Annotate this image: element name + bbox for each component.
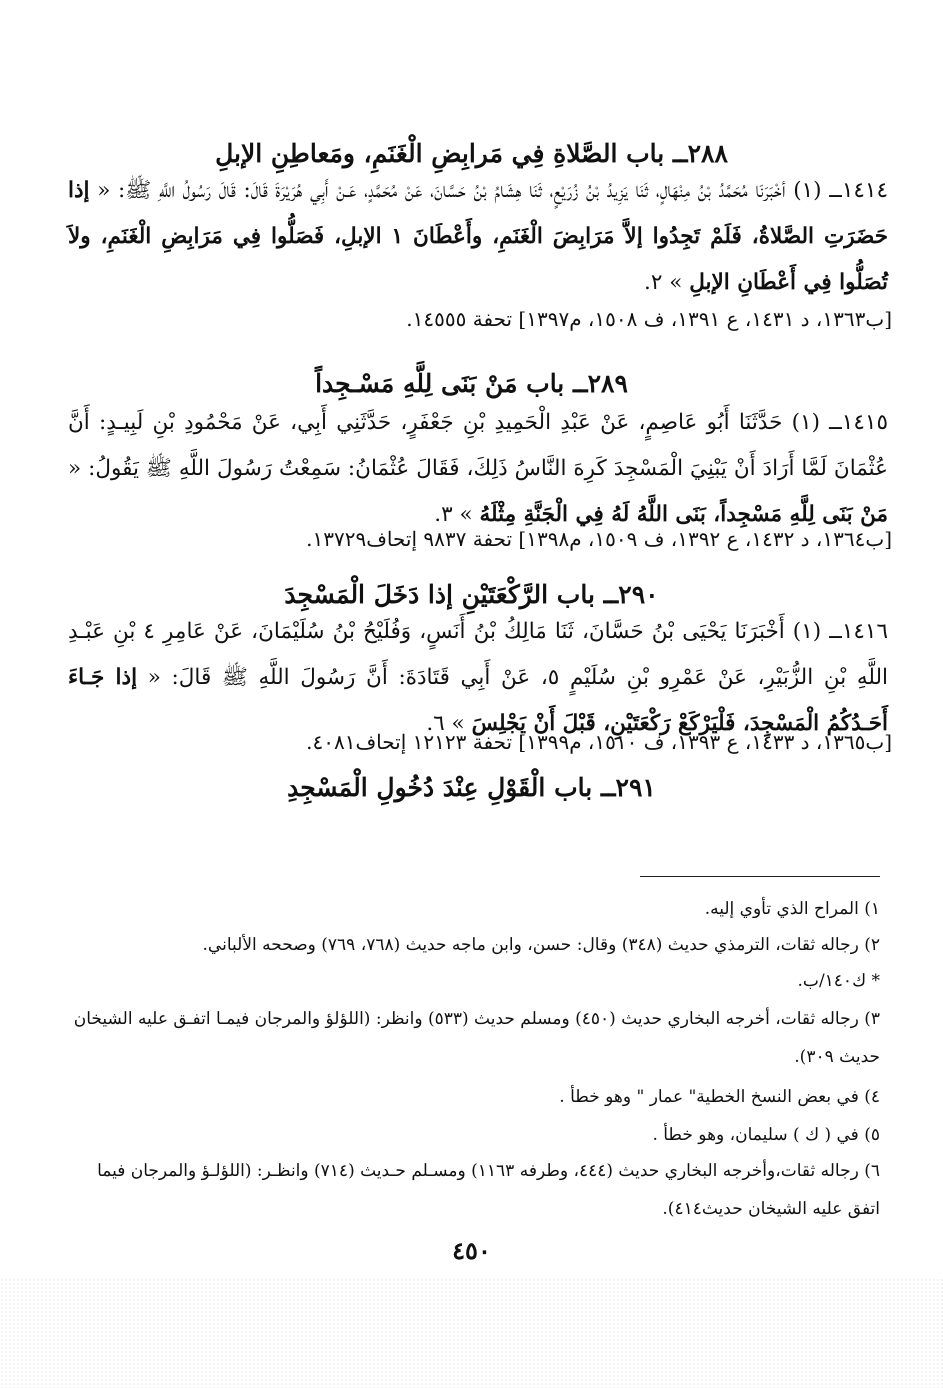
hadith-1414-isnad: ١٤١٤ــ (١) أخْبَرَنَا مُحَمَّدُ بْنُ مِنْهَالٍ، ثَنَا يَزِيدُ بْنُ زُرَيْعٍ، ثَنَا هِشَامُ بْنُ حَسَّانَ، عَنْ مُحَمَّدٍ، عَـنْ أَبِي هُرَيْرَةَ قَالَ: قَالَ رَسُولُ اللَّهِ ﷺ: «: [97, 178, 889, 203]
hadith-1415: [68, 400, 888, 538]
hadith-1416-reference: [ب١٣٦٥، د ١٤٣٣، ع ١٣٩٣، ف ١٥١٠، م١٣٩٩] تحفة ١٢١٢٣ إتحاف٤٠٨١.: [306, 730, 892, 754]
hadith-1415-end: » ٣.: [434, 502, 473, 527]
scan-noise: [0, 1278, 943, 1388]
footnote-folio: * ك١٤٠/ب.: [797, 971, 880, 991]
chapter-title-290: ٢٩٠ــ باب الرَّكْعَتَيْنِ إذا دَخَلَ الْمَسْجِدَ: [284, 580, 659, 609]
hadith-1414-matn: إذا حَضَرَتِ الصَّلاةُ، فَلَمْ تَجِدُوا إلاَّ مَرَابِضَ الْغَنَمِ، وأَعْطَانَ ١ الإبلِ، فَصَلُّوا فِي مَرَابِضِ الْغَنَمِ، ولاَ تُصَلُّوا فِي أَعْطَانِ الإبلِ: [68, 178, 888, 295]
footnote-6: ٦) رجاله ثقات،وأخرجه البخاري حديث (٤٤٤، وطرفه ١١٦٣) ومسـلم حـديث (٧١٤) وانظـر: (اللؤلـؤ والمرجان فيما اتفق عليه الشيخان حديث٤١٤).: [97, 1161, 880, 1219]
hadith-1416-matn: إذا جَـاءَ أَحَـدُكُمُ الْمَسْجِدَ، فَلْيَرْكَعْ رَكْعَتَيْنِ، قَبْلَ أَنْ يَجْلِسَ: [68, 665, 888, 736]
hadith-1414: [68, 168, 888, 306]
footnote-4: ٤) في بعض النسخ الخطية" عمار " وهو خطأ .: [559, 1087, 880, 1107]
footnote-1: ١) المراح الذي تأوي إليه.: [704, 899, 880, 919]
hadith-1415-matn: مَنْ بَنَى لِلَّهِ مَسْجِداً، بَنَى اللَّهُ لَهُ فِي الْجَنَّةِ مِثْلَهُ: [479, 502, 888, 527]
chapter-title-288: ٢٨٨ــ باب الصَّلاةِ فِي مَرابِضِ الْغَنَمِ، ومَعاطِنِ الإبلِ: [215, 139, 728, 168]
footnote-5: ٥) في ( ك ) سليمان، وهو خطأ .: [652, 1125, 880, 1145]
chapter-title-289: ٢٨٩ــ باب مَنْ بَنَى لِلَّهِ مَسْـجِداً: [315, 369, 628, 398]
hadith-1415-reference: [ب١٣٦٤، د ١٤٣٢، ع ١٣٩٢، ف ١٥٠٩، م١٣٩٨] تحفة ٩٨٣٧ إتحاف١٣٧٢٩.: [306, 527, 892, 551]
page-number: ٤٥٠: [452, 1236, 491, 1265]
hadith-1415-isnad: ١٤١٥ــ (١) حَدَّثَنَا أَبُو عَاصِمٍ، عَنْ عَبْدِ الْحَمِيدِ بْنِ جَعْفَرٍ، حَدَّثَنِي أَبِي، عَنْ مَحْمُودِ بْنِ لَبِيـدٍ: أَنَّ عُثْمَانَ لَمَّا أَرَادَ أَنْ يَبْنِيَ الْمَسْجِدَ كَرِهَ النَّاسُ ذَلِكَ، فَقَالَ عُثْمَانُ: سَمِعْتُ رَسُولَ اللَّهِ ﷺ يَقُولُ: «: [68, 410, 888, 481]
footnote-2: ٢) رجاله ثقات، الترمذي حديث (٣٤٨) وقال: حسن، وابن ماجه حديث (٧٦٨، ٧٦٩) وصححه الألباني.: [202, 935, 880, 955]
hadith-1414-end: » ٢.: [643, 270, 683, 295]
footnote-3: ٣) رجاله ثقات، أخرجه البخاري حديث (٤٥٠) ومسلم حديث (٥٣٣) وانظر: (اللؤلؤ والمرجان فيمـا اتفـق عليه الشيخان حديث ٣٠٩).: [73, 1009, 880, 1067]
chapter-title-291: ٢٩١ــ باب الْقَوْلِ عِنْدَ دُخُولِ الْمَسْجِدِ: [287, 773, 656, 802]
hadith-1416-end: » ٦.: [426, 711, 465, 736]
hadith-1416-isnad: ١٤١٦ــ (١) أَخْبَرَنَا يَحْيَى بْنُ حَسَّانَ، ثَنَا مَالِكُ بْنُ أَنَسٍ، وَفُلَيْحُ بْنُ سُلَيْمَانَ، عَنْ عَامِرِ ٤ بْنِ عَبْـدِ اللَّهِ بْنِ الزُّبَيْرِ، عَنْ عَمْرِو بْنِ سُلَيْمٍ ٥، عَنْ أَبِي قَتَادَةَ: أَنَّ رَسُولَ اللَّهِ ﷺ قَالَ: «: [68, 619, 889, 690]
footnote-separator: [640, 876, 880, 877]
hadith-1414-reference: [ب١٣٦٣، د ١٤٣١، ع ١٣٩١، ف ١٥٠٨، م١٣٩٧] تحفة ١٤٥٥٥.: [406, 307, 892, 331]
